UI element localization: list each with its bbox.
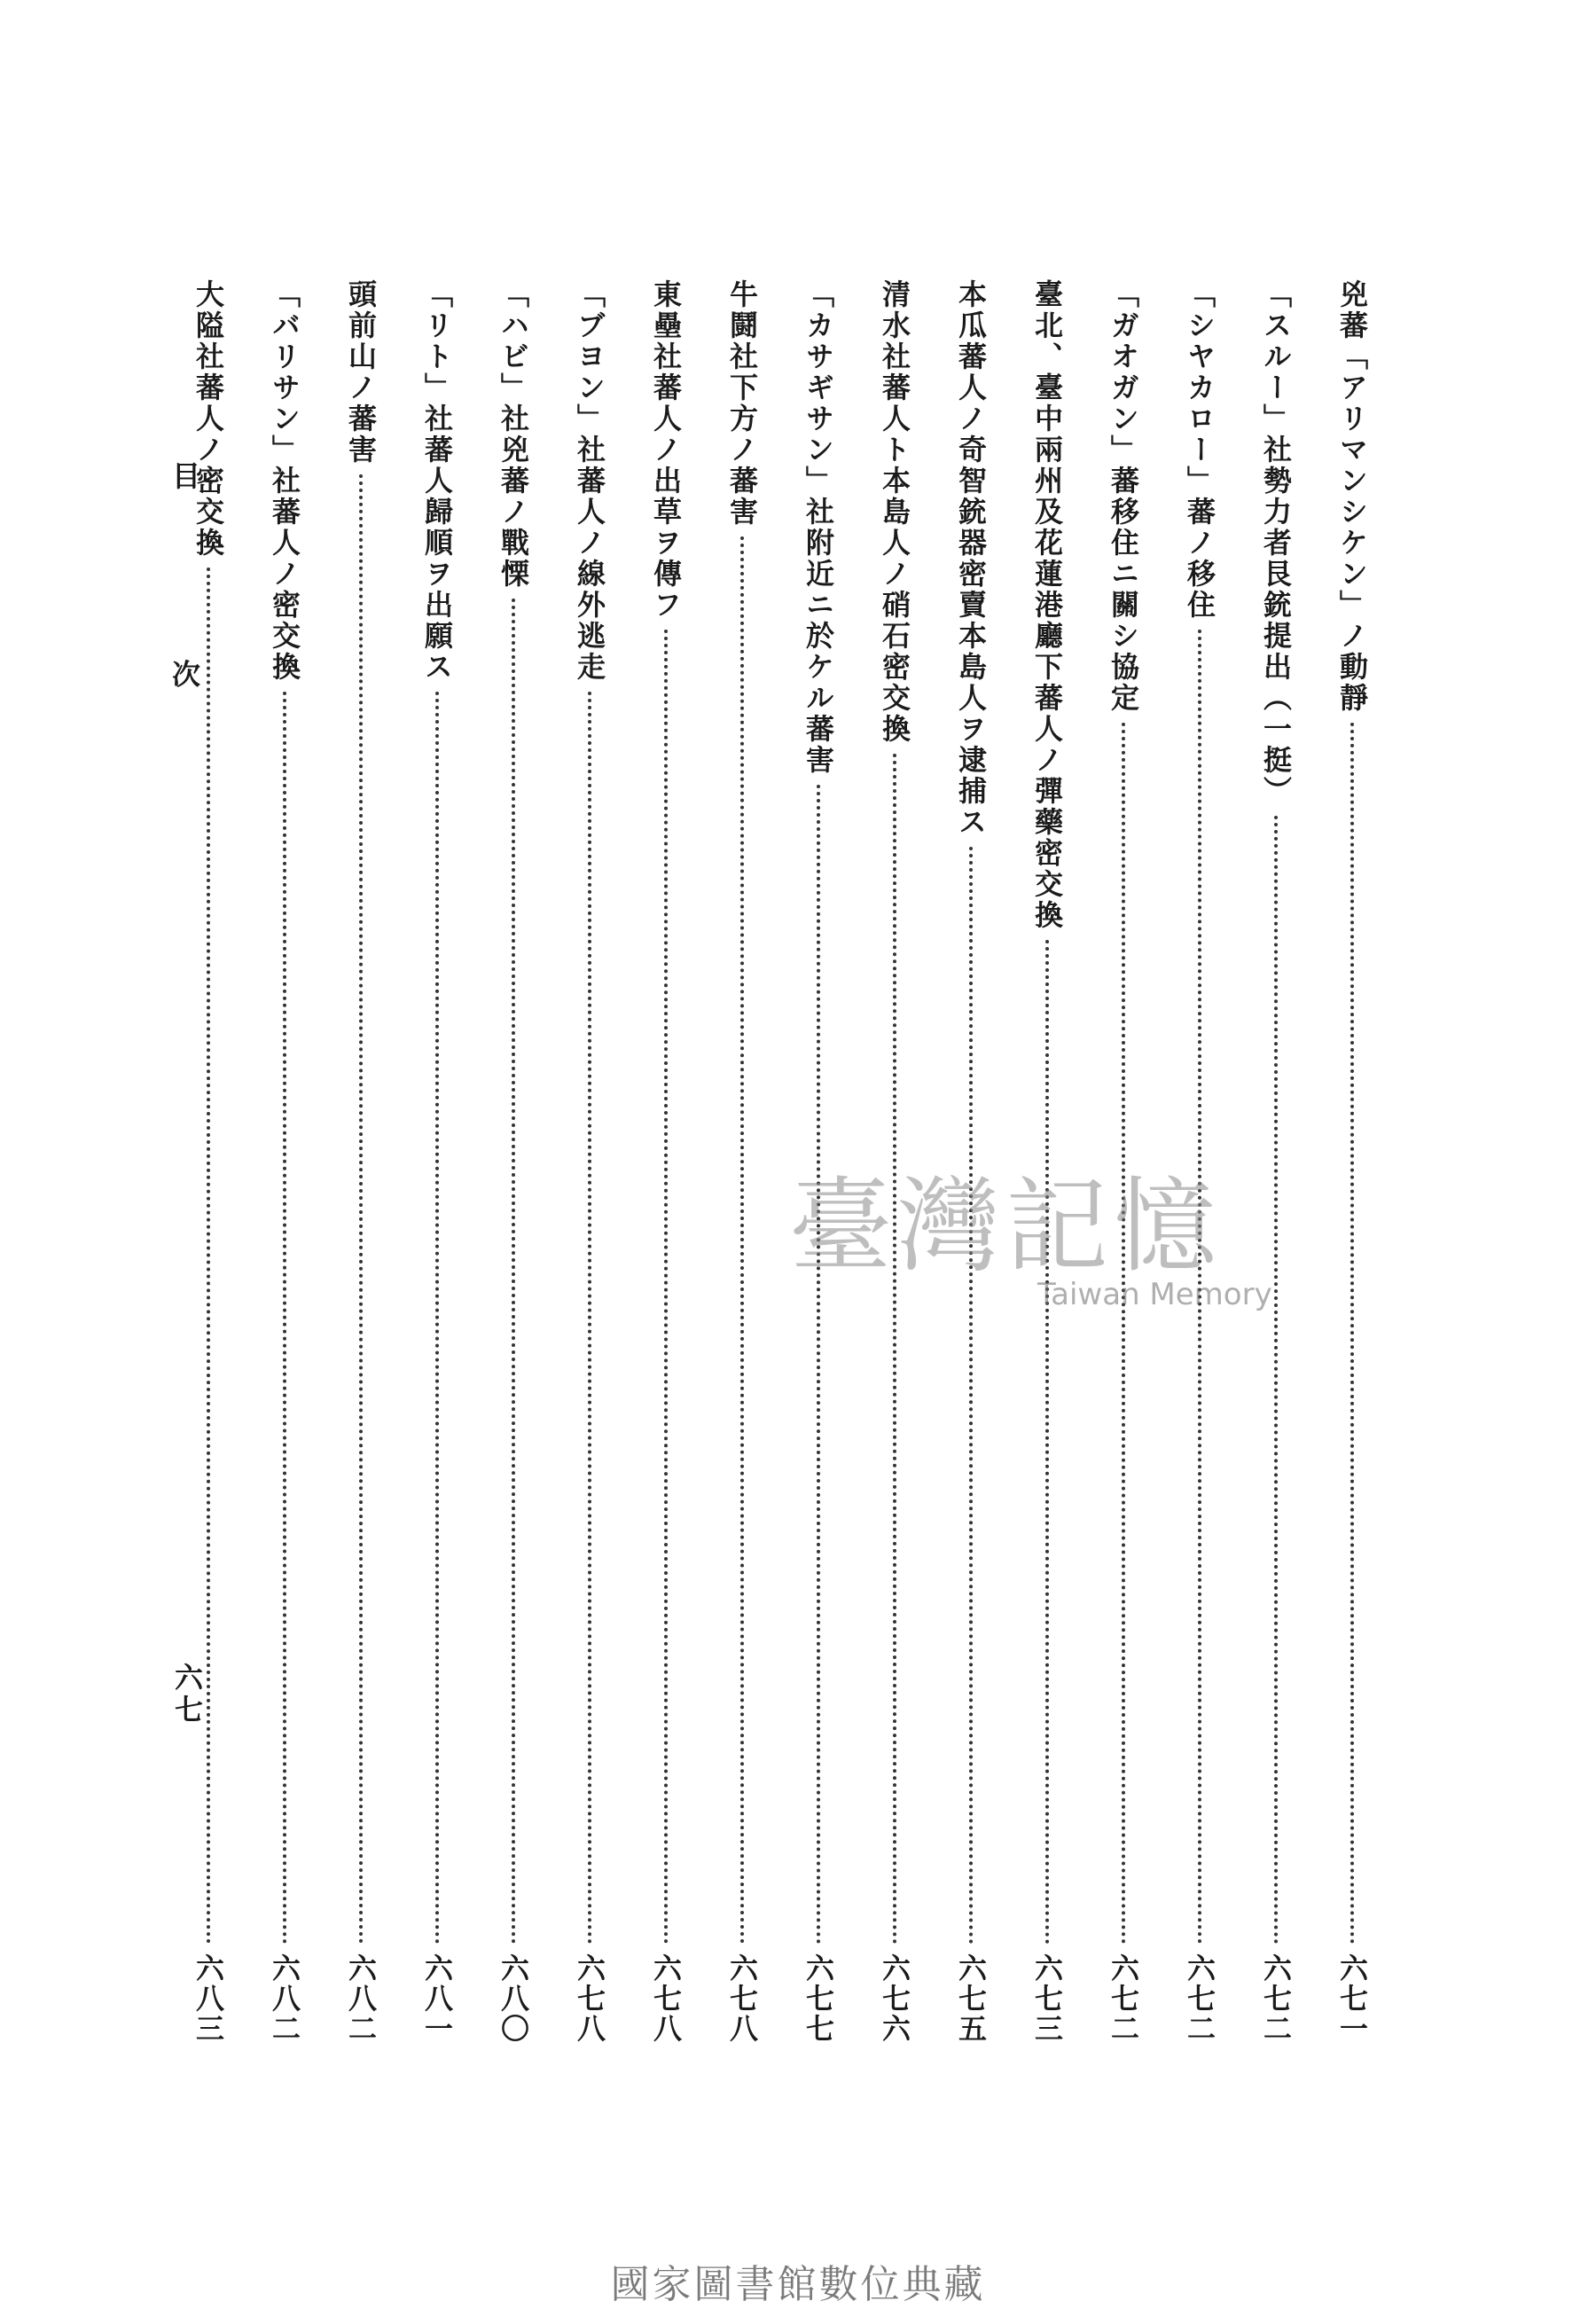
entry-page-number: 六七八 bbox=[725, 1953, 759, 2044]
footer-credit: 國家圖書館數位典藏 bbox=[610, 2262, 986, 2307]
entry-page-number: 六七五 bbox=[954, 1953, 988, 2044]
entry-page-number: 六七二 bbox=[1183, 1953, 1217, 2044]
entry-title: 「ガオガン」蕃移住ニ關シ協定 bbox=[1107, 279, 1140, 714]
dot-leader bbox=[1045, 940, 1049, 1945]
entry-title: 牛鬪社下方ノ蕃害 bbox=[725, 279, 759, 528]
dot-leader bbox=[359, 474, 363, 1945]
dot-leader bbox=[664, 630, 668, 1945]
entry-page-number: 六八二 bbox=[344, 1953, 378, 2044]
running-head: 目 次 bbox=[168, 461, 201, 768]
dot-leader bbox=[1350, 723, 1354, 1945]
toc-entry bbox=[720, 279, 764, 2044]
entry-page-number: 六七三 bbox=[1030, 1953, 1064, 2044]
entry-page-number: 六七二 bbox=[1259, 1953, 1293, 2044]
toc-entry bbox=[644, 279, 688, 2044]
entry-page-number: 六七六 bbox=[878, 1953, 911, 2044]
entry-title: 「ブヨン」社蕃人ノ線外逃走 bbox=[573, 279, 606, 683]
entry-page-number: 六八一 bbox=[420, 1953, 454, 2044]
entry-title: 「カサギサン」社附近ニ於ケル蕃害 bbox=[802, 279, 835, 776]
dot-leader bbox=[435, 692, 439, 1945]
entry-title: 大隘社蕃人ノ密交換 bbox=[192, 279, 225, 559]
entry-title: 東壘社蕃人ノ出草ヲ傳フ bbox=[649, 279, 683, 621]
entry-page-number: 六七七 bbox=[802, 1953, 835, 2044]
entry-title: 「バリサン」社蕃人ノ密交換 bbox=[268, 279, 301, 683]
toc-entry bbox=[491, 279, 536, 2044]
dot-leader bbox=[283, 692, 286, 1945]
watermark-english: Taiwan Memory bbox=[1037, 1277, 1272, 1312]
entry-title: 「スルー」社勢力者艮銃提出（一挺） bbox=[1259, 279, 1293, 807]
entry-title: 「リト」社蕃人歸順ヲ出願ス bbox=[420, 279, 454, 683]
page-number: 六七 bbox=[170, 1663, 204, 1726]
toc-entry bbox=[415, 279, 459, 2044]
dot-leader bbox=[1274, 816, 1278, 1945]
toc-entry bbox=[567, 279, 612, 2044]
toc-entry bbox=[339, 279, 383, 2044]
entry-title: 「ハビ」社兇蕃ノ戰慄 bbox=[497, 279, 530, 590]
toc-entry bbox=[1330, 279, 1374, 2044]
toc-entry bbox=[262, 279, 307, 2044]
entry-page-number: 六八〇 bbox=[497, 1953, 530, 2044]
dot-leader bbox=[969, 847, 973, 1945]
entry-page-number: 六七一 bbox=[1335, 1953, 1369, 2044]
watermark-chinese: 臺灣記憶 bbox=[789, 1167, 1222, 1287]
dot-leader bbox=[512, 599, 515, 1945]
entry-page-number: 六八三 bbox=[192, 1953, 225, 2044]
dot-leader bbox=[588, 692, 591, 1945]
entry-title: 臺北、臺中兩州及花蓮港廳下蕃人ノ彈藥密交換 bbox=[1030, 279, 1064, 931]
entry-page-number: 六七二 bbox=[1107, 1953, 1140, 2044]
entry-title: 頭前山ノ蕃害 bbox=[344, 279, 378, 466]
entry-page-number: 六七八 bbox=[649, 1953, 683, 2044]
entry-title: 本瓜蕃人ノ奇智銃器密賣本島人ヲ逮捕ス bbox=[954, 279, 988, 838]
dot-leader bbox=[817, 785, 820, 1945]
entry-page-number: 六八二 bbox=[268, 1953, 301, 2044]
dot-leader bbox=[740, 536, 744, 1945]
entry-title: 兇蕃「アリマンシケン」ノ動靜 bbox=[1335, 279, 1369, 714]
dot-leader bbox=[893, 754, 896, 1945]
entry-title: 清水社蕃人ト本島人ノ硝石密交換 bbox=[878, 279, 911, 745]
watermark-logo bbox=[789, 1144, 1286, 1312]
entry-page-number: 六七八 bbox=[573, 1953, 606, 2044]
dot-leader bbox=[1122, 723, 1125, 1945]
entry-title: 「シヤカロー」蕃ノ移住 bbox=[1183, 279, 1217, 621]
dot-leader bbox=[207, 567, 210, 1945]
